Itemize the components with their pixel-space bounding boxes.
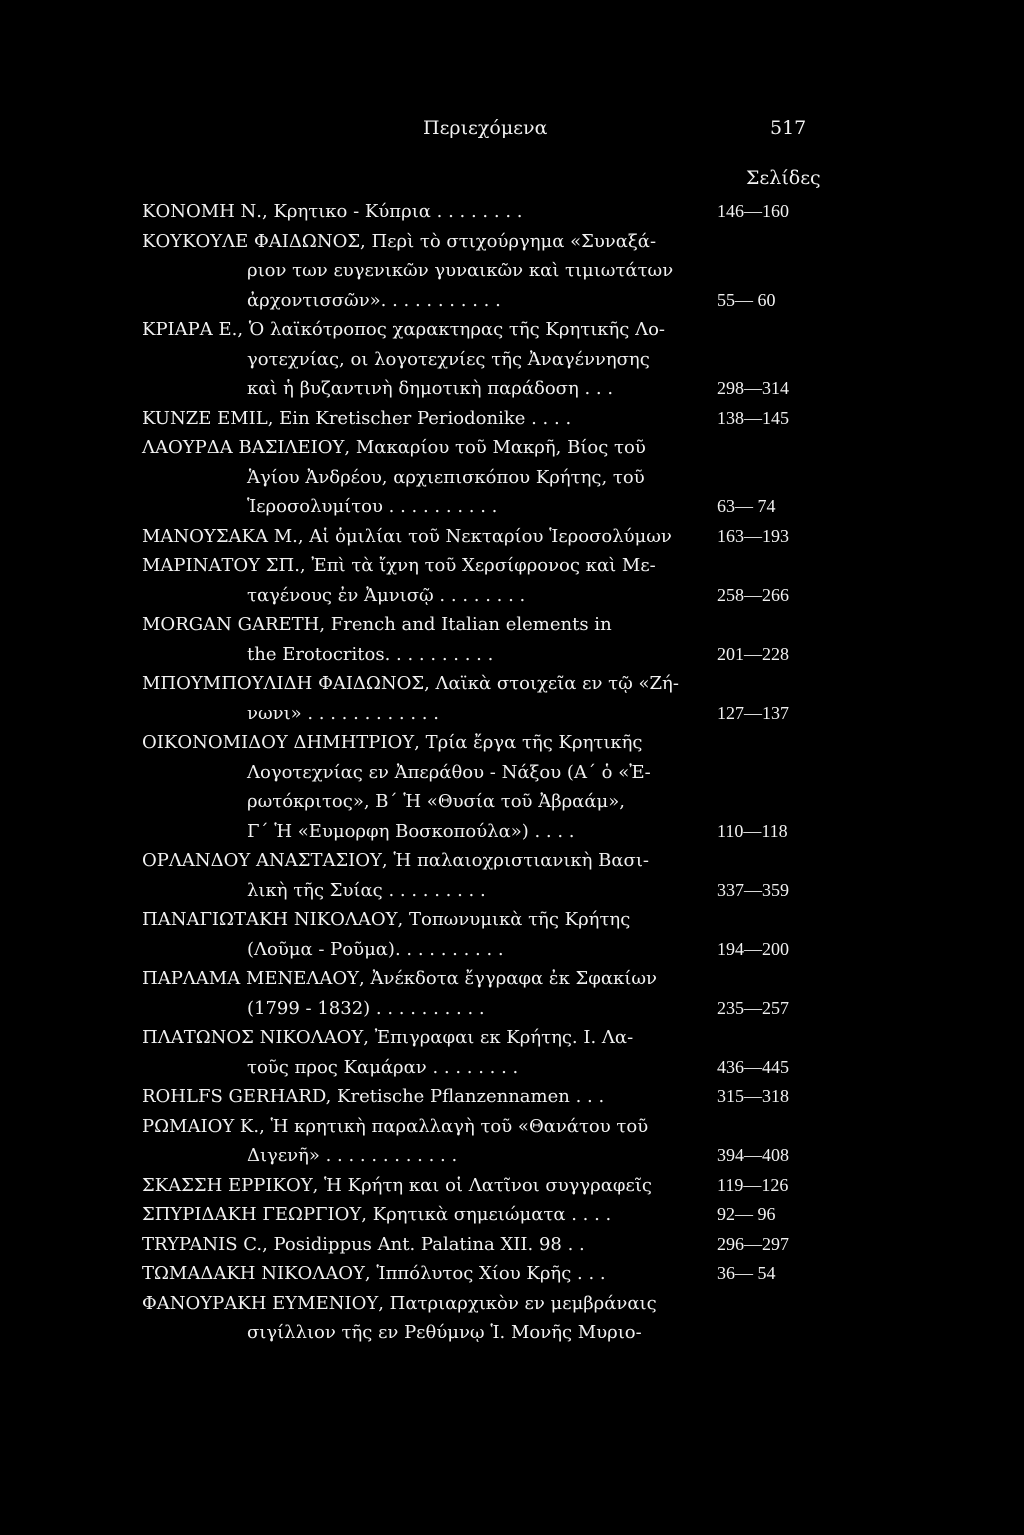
entry-text: γοτεχνίας, οι λογοτεχνίες τῆς Ἀναγέννησης (247, 348, 650, 370)
index-entry (142, 1200, 842, 1230)
index-entry-line (142, 286, 842, 316)
entry-text: τοῦς προς Καμάραν . . . . . . . . (247, 1056, 519, 1078)
entry-text: Ἁγίου Ἀνδρέου, αρχιεπισκόπου Κρήτης, τοῦ (247, 466, 645, 488)
index-entry-line (142, 433, 842, 463)
entry-text: νωνι» . . . . . . . . . . . . (247, 702, 439, 724)
index-entry-line (142, 964, 842, 994)
index-entry-line (142, 1230, 842, 1260)
index-entry-line (142, 1318, 842, 1348)
index-entry (142, 1023, 842, 1082)
entry-text: καὶ ἡ βυζαντινὴ δημοτικὴ παράδοση . . . (247, 378, 614, 399)
entry-text: Γ΄ Ἡ «Ευμορφη Βοσκοπούλα») . . . . (247, 820, 575, 842)
entry-pages: 258—266 (717, 584, 789, 605)
entry-pages: 146—160 (717, 201, 789, 221)
index-entry-line (142, 1289, 842, 1319)
entry-text: ΜΑΡΙΝΑΤΟΥ ΣΠ., Ἐπὶ τὰ ἴχνη τοῦ Χερσίφρονος καὶ Με- (142, 555, 656, 576)
entry-pages: 110—118 (717, 820, 788, 841)
index-entry-line (142, 758, 842, 788)
entry-pages: 194—200 (717, 938, 789, 959)
index-entry-line (142, 522, 842, 552)
index-entry (142, 1112, 842, 1171)
entry-pages: 296—297 (717, 1233, 789, 1254)
index-entry-line (142, 640, 842, 670)
entry-text: ΡΩΜΑΙΟΥ Κ., Ἡ κρητικὴ παραλλαγὴ τοῦ «Θανάτου τοῦ (142, 1115, 649, 1137)
entry-pages: 315—318 (717, 1086, 789, 1106)
entry-text: KUNZE EMIL, Ein Kretischer Periodonike . . . . (142, 407, 572, 429)
index-entry-line (142, 787, 842, 817)
entry-pages: 127—137 (717, 702, 789, 723)
index-entry-line (142, 817, 842, 847)
entry-pages: 63— 74 (717, 496, 776, 516)
index-entry-line (142, 876, 842, 906)
entry-text: ΤΩΜΑΔΑΚΗ ΝΙΚΟΛΑΟΥ, Ἱππόλυτος Χίου Κρῆς . . . (142, 1263, 606, 1284)
entry-text: (1799 - 1832) . . . . . . . . . . (247, 997, 485, 1019)
index-entry (142, 846, 842, 905)
index-entry-line (142, 669, 842, 699)
entry-pages: 201—228 (717, 643, 789, 664)
index-entry-line (142, 1112, 842, 1142)
entry-pages: 436—445 (717, 1056, 789, 1077)
index-entry-line (142, 256, 842, 286)
entry-text: Ἱεροσολυμίτου . . . . . . . . . . (247, 496, 498, 517)
entry-pages: 55— 60 (717, 289, 776, 310)
entry-text: ΚΟΥΚΟΥΛΕ ΦΑΙΔΩΝΟΣ, Περὶ τὸ στιχούργημα «Συναξά- (142, 230, 657, 252)
entry-text: ΜΠΟΥΜΠΟΥΛΙΔΗ ΦΑΙΔΩΝΟΣ, Λαϊκὰ στοιχεῖα εν τῷ «Ζή- (142, 673, 679, 694)
index-entry-line (142, 994, 842, 1024)
index-entry (142, 1259, 842, 1289)
index-entry-line (142, 1053, 842, 1083)
index-entry (142, 404, 842, 434)
entry-text: MORGAN GARETH, French and Italian elements in (142, 614, 612, 635)
index-entry (142, 669, 842, 728)
entry-text: ΛΑΟΥΡΔΑ ΒΑΣΙΛΕΙΟΥ, Μακαρίου τοῦ Μακρῆ, Βίος τοῦ (142, 437, 646, 458)
index-entry-line (142, 905, 842, 935)
index-entry (142, 964, 842, 1023)
index-entry-line (142, 374, 842, 404)
index-entry-line (142, 1023, 842, 1053)
entry-text: ΠΑΡΛΑΜΑ ΜΕΝΕΛΑΟΥ, Ἀνέκδοτα ἔγγραφα ἐκ Σφακίων (142, 968, 657, 989)
entry-text: ΟΙΚΟΝΟΜΙΔΟΥ ΔΗΜΗΤΡΙΟΥ, Τρία ἔργα τῆς Κρητικῆς (142, 732, 643, 753)
index-entry-line (142, 1082, 842, 1112)
entry-text: ΜΑΝΟΥΣΑΚΑ Μ., Αἱ ὁμιλίαι τοῦ Νεκταρίου Ἱεροσολύμων (142, 525, 672, 547)
entry-text: σιγίλλιον τῆς εν Ρεθύμνῳ Ἱ. Μονῆς Μυριο- (247, 1322, 642, 1343)
entry-pages: 163—193 (717, 525, 789, 546)
entry-pages: 119—126 (717, 1174, 789, 1195)
index-entry (142, 1230, 842, 1260)
entry-text: λικὴ τῆς Συίας . . . . . . . . . (247, 879, 486, 901)
index-entry (142, 1289, 842, 1348)
entry-text: ΣΚΑΣΣΗ ΕΡΡΙΚΟΥ, Ἡ Κρήτη και οἱ Λατῖνοι συγγραφεῖς (142, 1174, 652, 1196)
entry-text: TRYPANIS C., Posidippus Ant. Palatina XII. 98 . . (142, 1233, 585, 1255)
entry-text: Διγενῆ» . . . . . . . . . . . . (247, 1145, 458, 1166)
index-entry (142, 522, 842, 552)
index-entry-line (142, 1259, 842, 1289)
index-entry (142, 1082, 842, 1112)
pages-column-label: Σελίδες (746, 167, 821, 189)
entry-text: ΟΡΛΑΝΔΟΥ ΑΝΑΣΤΑΣΙΟΥ, Ἡ παλαιοχριστιανικὴ Βασι- (142, 850, 649, 871)
page-number: 517 (770, 117, 807, 139)
index-entry-line (142, 227, 842, 257)
entry-pages: 92— 96 (717, 1204, 776, 1224)
index-entry (142, 433, 842, 522)
index-entry-line (142, 1141, 842, 1171)
index-entry (142, 905, 842, 964)
index-entry-line (142, 551, 842, 581)
index-entry-line (142, 345, 842, 375)
index-entry-line (142, 846, 842, 876)
index-entry-line (142, 728, 842, 758)
entry-pages: 138—145 (717, 407, 789, 428)
entry-text: ΦΑΝΟΥΡΑΚΗ ΕΥΜΕΝΙΟΥ, Πατριαρχικὸν εν μεμβράναις (142, 1292, 657, 1314)
index-entry-line (142, 935, 842, 965)
entry-text: ΠΑΝΑΓΙΩΤΑΚΗ ΝΙΚΟΛΑΟΥ, Τοπωνυμικὰ τῆς Κρήτης (142, 909, 631, 930)
index-entries (142, 197, 842, 1348)
index-entry-line (142, 463, 842, 493)
index-entry-line (142, 404, 842, 434)
entry-text: (Λοῦμα - Ροῦμα). . . . . . . . . . (247, 938, 504, 960)
index-entry (142, 610, 842, 669)
entry-text: ΚΡΙΑΡΑ Ε., Ὁ λαϊκότροπος χαρακτηρας τῆς Κρητικῆς Λο- (142, 319, 666, 340)
index-entry (142, 227, 842, 316)
entry-text: the Erotocritos. . . . . . . . . . (247, 643, 494, 665)
index-entry-line (142, 315, 842, 345)
entry-pages: 235—257 (717, 997, 789, 1018)
index-entry (142, 728, 842, 846)
index-entry (142, 197, 842, 227)
index-entry-line (142, 1200, 842, 1230)
entry-text: ΠΛΑΤΩΝΟΣ ΝΙΚΟΛΑΟΥ, Ἐπιγραφαι εκ Κρήτης. Ι. Λα- (142, 1027, 634, 1048)
index-entry-line (142, 197, 842, 227)
entry-text: Λογοτεχνίας εν Ἀπεράθου - Νάξου (Α΄ ὁ «Ἐ- (247, 761, 651, 783)
entry-text: ἀρχοντισσῶν». . . . . . . . . . . (247, 289, 501, 311)
index-entry (142, 315, 842, 404)
entry-text: ταγένους ἐν Ἀμνισῷ . . . . . . . . (247, 584, 526, 606)
index-entry (142, 1171, 842, 1201)
entry-text: ριον των ευγενικῶν γυναικῶν καὶ τιμιωτάτων (247, 260, 674, 281)
entry-pages: 394—408 (717, 1145, 789, 1165)
index-entry-line (142, 1171, 842, 1201)
entry-text: ρωτόκριτος», Β΄ Ἡ «Θυσία τοῦ Ἀβραάμ», (247, 791, 625, 812)
index-entry-line (142, 492, 842, 522)
index-entry (142, 551, 842, 610)
index-entry-line (142, 610, 842, 640)
entry-text: ΣΠΥΡΙΔΑΚΗ ΓΕΩΡΓΙΟΥ, Κρητικὰ σημειώματα . . . . (142, 1204, 612, 1225)
index-entry-line (142, 581, 842, 611)
entry-pages: 337—359 (717, 879, 789, 900)
page-header-title: Περιεχόμενα (423, 117, 548, 139)
index-entry-line (142, 699, 842, 729)
entry-text: ROHLFS GERHARD, Kretische Pflanzennamen . . . (142, 1086, 605, 1107)
entry-pages: 298—314 (717, 378, 789, 398)
entry-text: ΚΟΝΟΜΗ Ν., Κρητικο - Κύπρια . . . . . . . . (142, 201, 523, 222)
entry-pages: 36— 54 (717, 1263, 776, 1283)
